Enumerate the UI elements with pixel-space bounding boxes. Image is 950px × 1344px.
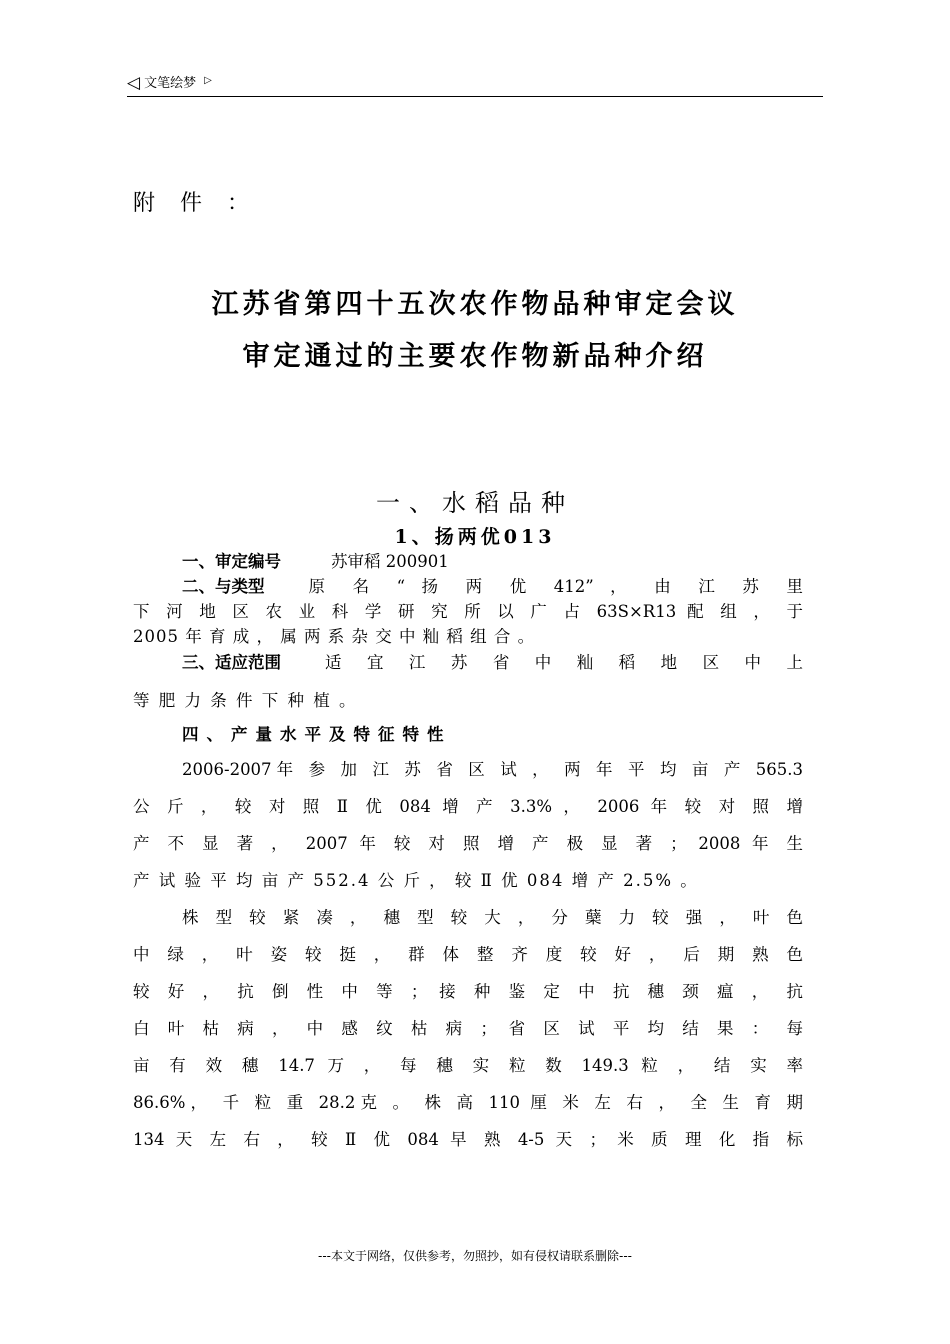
- yield-p1-line-1: [182, 756, 803, 780]
- range-text-2: 等 肥 力 条 件 下 种 植 。: [133, 691, 358, 710]
- trait-text-1: 株 型 较 紧 凑 ， 穗 型 较 大 ， 分 蘖 力 较 强 ， 叶 色: [182, 908, 803, 927]
- range-line-2: [133, 687, 803, 711]
- origin-text-1-content: 原 名 “ 扬 两 优 412” ， 由 江 苏 里: [308, 577, 803, 596]
- origin-text-2: 下 河 地 区 农 业 科 学 研 究 所 以 广 占 63S×R13 配 组 ， 于: [133, 602, 803, 621]
- origin-text-3: 2005 年 育 成 ， 属 两 系 杂 交 中 籼 稻 组 合 。: [133, 627, 536, 646]
- trait-line-6: [133, 1089, 803, 1113]
- trait-text-3: 较 好 ， 抗 倒 性 中 等 ； 接 种 鉴 定 中 抗 穗 颈 瘟 ， 抗: [133, 982, 803, 1001]
- yield-p1-line-4: [133, 867, 803, 891]
- origin-line-3: [133, 623, 803, 647]
- trait-text-4: 白 叶 枯 病 ， 中 感 纹 枯 病 ； 省 区 试 平 均 结 果 ： 每: [133, 1019, 803, 1038]
- attachment-label: 附 件 ：: [133, 191, 258, 216]
- yield-heading-label: 四、产量水平及特征特性: [182, 725, 452, 744]
- page-footer: ---本文于网络，仅供参考，勿照抄，如有侵权请联系删除---: [318, 1249, 632, 1263]
- trait-text-2: 中 绿 ， 叶 姿 较 挺 ， 群 体 整 齐 度 较 好 ， 后 期 熟 色: [133, 945, 803, 964]
- section-heading: 一、水稻品种: [376, 489, 574, 517]
- trait-line-3: [133, 978, 803, 1002]
- header-logo-text: 文笔绘梦: [144, 76, 197, 91]
- origin-label: 二、与类型: [182, 577, 265, 596]
- trait-text-7: 134 天 左 右 ， 较 Ⅱ 优 084 早 熟 4-5 天 ； 米 质 理 化 指 标: [133, 1130, 803, 1149]
- trait-text-6: 86.6%， 千 粒 重 28.2克 。 株 高 110 厘 米 左 右 ， 全 生 育 期: [133, 1093, 803, 1112]
- yield-p1-text-1: 2006-2007年 参 加 江 苏 省 区 试 ， 两 年 平 均 亩 产 565.3: [182, 760, 803, 779]
- trait-line-4: [133, 1015, 803, 1039]
- yield-p1-line-3: [133, 830, 803, 854]
- origin-line-1: [182, 573, 803, 597]
- trait-line-7: [133, 1126, 803, 1150]
- document-title-line-1: 江苏省第四十五次农作物品种审定会议: [211, 289, 739, 320]
- range-line-1: [182, 649, 803, 673]
- approval-number-label: 一、审定编号: [182, 552, 281, 571]
- page-header: [127, 72, 823, 97]
- document-title-line-2: 审定通过的主要农作物新品种介绍: [242, 341, 708, 372]
- yield-p1-text-3: 产 不 显 著 ， 2007 年 较 对 照 增 产 极 显 著 ； 2008 年 生: [133, 834, 803, 853]
- approval-number-value: 苏审稻 200901: [331, 552, 449, 571]
- range-label: 三、适应范围: [182, 653, 281, 672]
- approval-number-row: [182, 548, 467, 572]
- variety-heading: 1、扬两优013: [394, 526, 556, 548]
- origin-line-2: [133, 598, 803, 622]
- trait-line-1: [182, 904, 803, 928]
- yield-p1-line-2: [133, 793, 803, 817]
- yield-p1-text-4: 产 试 验 平 均 亩 产 552.4 公 斤 ， 较 Ⅱ 优 084 增 产 2.5% 。: [133, 871, 699, 890]
- yield-p1-text-2: 公 斤 ， 较 对 照 Ⅱ 优 084 增 产 3.3% ， 2006 年 较 对 照 增: [133, 797, 803, 816]
- triangle-right-icon: ▷: [204, 75, 212, 86]
- range-text-1: 适 宜 江 苏 省 中 籼 稻 地 区 中 上: [325, 653, 803, 672]
- trait-line-5: [133, 1052, 803, 1076]
- trait-line-2: [133, 941, 803, 965]
- origin-text-1: [309, 573, 804, 597]
- trait-text-5: 亩 有 效 穗 14.7 万 ， 每 穗 实 粒 数 149.3 粒 ， 结 实 率: [133, 1056, 803, 1075]
- yield-heading: [182, 721, 470, 745]
- triangle-left-icon: ◁: [127, 73, 141, 93]
